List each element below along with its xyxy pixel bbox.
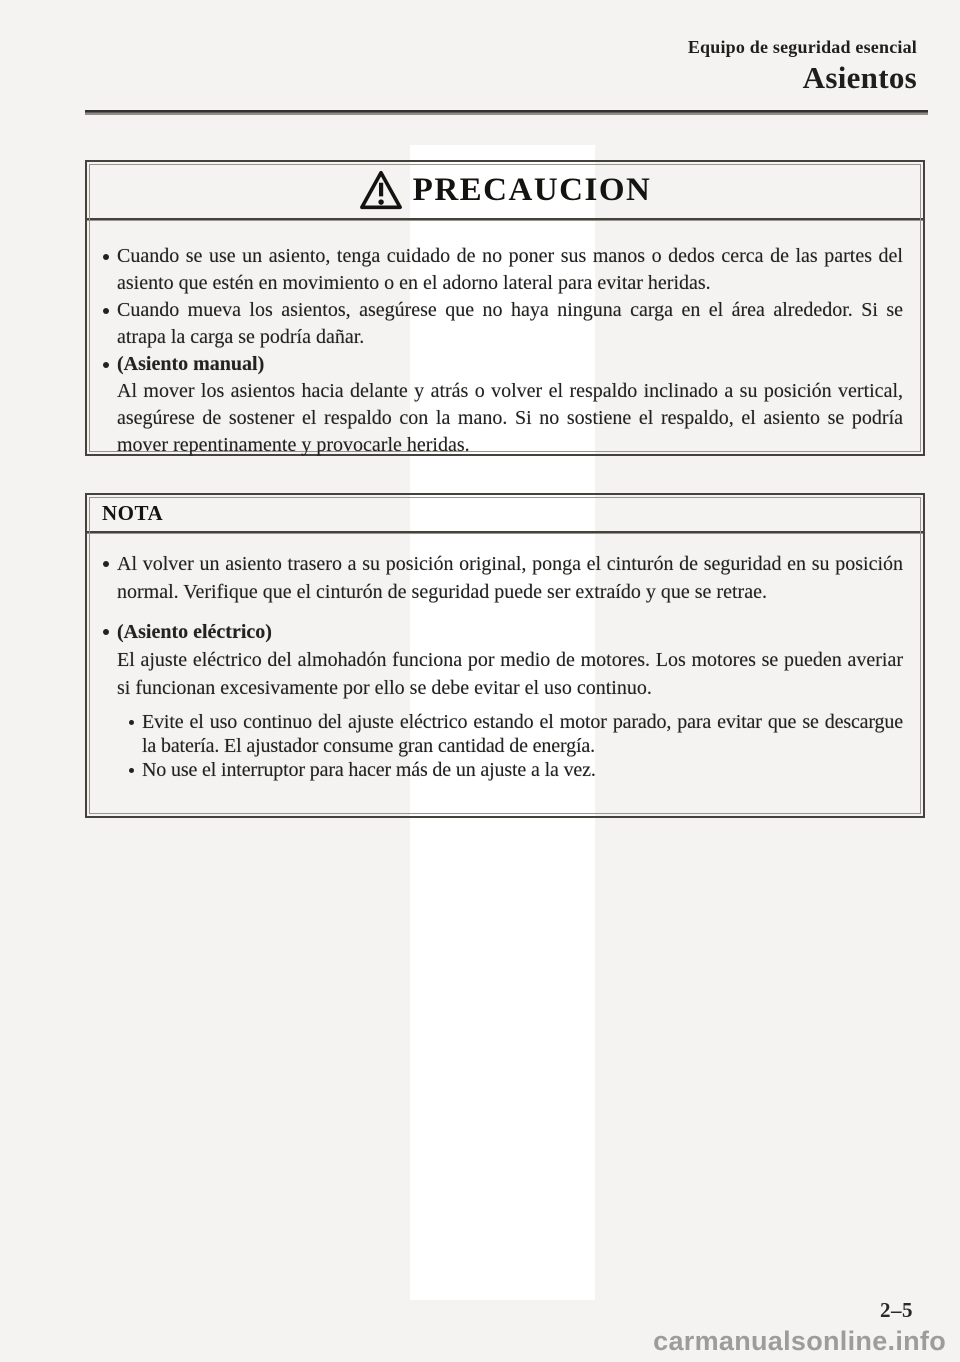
caution-bullet-text: Cuando se use un asiento, tenga cuidado de no poner sus manos o dedos cerca de las partes del asiento que estén en movimiento o en el adorno lateral para evitar heridas. (117, 245, 903, 294)
note-bullet-text: El ajuste eléctrico del almohadón funciona por medio de motores. Los motores se pueden averiar si funcionan excesivamente por ello se debe evitar el uso continuo. (117, 649, 903, 699)
note-sub-bullet-text: Evite el uso continuo del ajuste eléctrico estando el motor parado, para evitar que se descargue la batería. El ajustador consume gran cantidad de energía. (142, 711, 903, 757)
running-header (688, 38, 917, 95)
caution-title: PRECAUCION (412, 171, 652, 208)
list-item (127, 710, 903, 758)
note-bullet-text: Al volver un asiento trasero a su posición original, ponga el cinturón de seguridad en su posición normal. Verifique que el cinturón de seguridad puede ser extraído y que se retrae. (117, 553, 903, 603)
watermark-text: carmanualsonline.info (653, 1326, 946, 1356)
caution-box (85, 160, 925, 456)
page-title: Asientos (802, 59, 917, 95)
list-item (101, 550, 903, 606)
note-box-body (87, 533, 923, 790)
caution-box-body (87, 220, 923, 467)
note-sub-bullet-text: No use el interruptor para hacer más de un ajuste a la vez. (142, 759, 596, 781)
header-divider-rule (85, 110, 928, 115)
caution-list (87, 221, 923, 467)
caution-bullet-text: Cuando mueva los asientos, asegúrese que no haya ninguna carga en el área alrededor. Si se atrapa la carga se podría dañar. (117, 299, 903, 348)
list-item (101, 297, 903, 351)
list-item (101, 618, 903, 782)
list-item (101, 351, 903, 459)
list-item (101, 243, 903, 297)
note-sub-list (127, 710, 903, 782)
section-label: Equipo de seguridad esencial (687, 37, 917, 57)
note-box (85, 493, 925, 818)
list-item (127, 758, 903, 782)
caution-bullet-text: Al mover los asientos hacia delante y atrás o volver el respaldo inclinado a su posición vertical, asegúrese de sostener el respaldo con la mano. Si no sostiene el respaldo, el asiento se podría mover repentinamente y provocarle heridas. (117, 380, 903, 456)
note-title: NOTA (102, 500, 164, 525)
note-list (87, 534, 923, 790)
note-bullet-label: (Asiento eléctrico) (117, 621, 272, 643)
page-number: 2–5 (880, 1298, 913, 1322)
note-box-header (87, 495, 923, 533)
caution-bullet-label: (Asiento manual) (117, 353, 265, 375)
caution-box-header (87, 162, 923, 220)
warning-triangle-icon (359, 170, 403, 210)
